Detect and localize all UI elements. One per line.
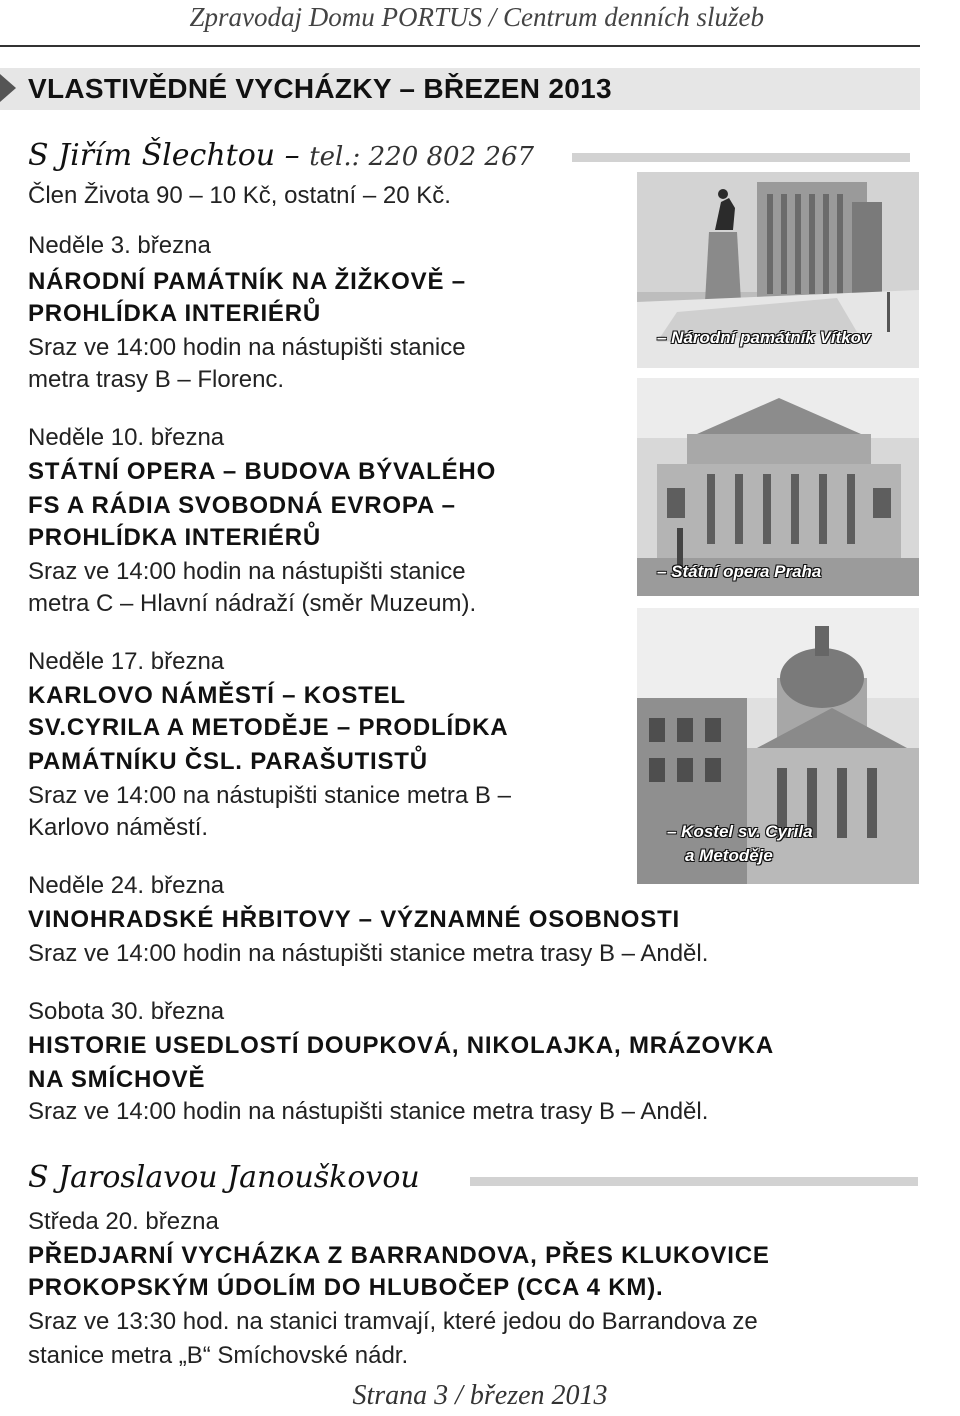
guide-rule [572,153,910,162]
event-title-line: PROKOPSKÝM ÚDOLÍM DO HLUBOČEP (CCA 4 KM). [28,1274,664,1301]
event-date: Neděle 3. března [28,232,211,259]
event-info-line: stanice metra „B“ Smíchovské nádr. [28,1342,409,1369]
event-info-line: Sraz ve 14:00 hodin na nástupišti stanice [28,558,466,585]
event-info-line: Sraz ve 14:00 hodin na nástupišti stanice metra trasy B – Anděl. [28,940,709,967]
header-divider [0,45,920,47]
event-title-line: PROHLÍDKA INTERIÉRŮ [28,524,321,551]
guide-heading-2 [28,1160,420,1195]
photo-caption: – Státní opera Praha [657,562,822,581]
event-info-line: Sraz ve 13:30 hod. na stanici tramvají, které jedou do Barrandova ze [28,1308,758,1335]
event-title-line: STÁTNÍ OPERA – BUDOVA BÝVALÉHO [28,458,497,485]
event-info-line: Sraz ve 14:00 hodin na nástupišti stanice metra trasy B – Anděl. [28,1098,709,1125]
page-title: VLASTIVĚDNÉ VYCHÁZKY – BŘEZEN 2013 [28,73,612,104]
guide-rule [470,1177,918,1186]
event-title-line: VINOHRADSKÉ HŘBITOVY – VÝZNAMNÉ OSOBNOSTI [28,906,680,933]
event-title-line: SV.CYRILA A METODĚJE – PRODLÍDKA [28,714,509,741]
event-title-line: NÁRODNÍ PAMÁTNÍK NA ŽIŽKOVĚ – [28,268,466,295]
guide-heading-1 [28,138,534,173]
event-title-line: NA SMÍCHOVĚ [28,1066,206,1093]
event-date: Neděle 10. března [28,424,225,451]
event-info-line: Sraz ve 14:00 na nástupišti stanice metra B – [28,782,511,809]
opera-photo [637,378,919,596]
event-info-line: Karlovo náměstí. [28,814,209,841]
guide-phone: tel.: 220 802 267 [309,142,535,172]
photo-caption: a Metoděje [685,846,773,865]
page-footer: Strana 3 / březen 2013 [352,1380,608,1411]
event-title-line: PROHLÍDKA INTERIÉRŮ [28,300,321,327]
event-date: Neděle 17. března [28,648,225,675]
event-title-line: FS A RÁDIA SVOBODNÁ EVROPA – [28,492,456,519]
event-info-line: Sraz ve 14:00 hodin na nástupišti stanice [28,334,466,361]
event-title-line: PŘEDJARNÍ VYCHÁZKA Z BARRANDOVA, PŘES KLUKOVICE [28,1242,770,1269]
triangle-marker-icon [0,74,16,102]
event-title-line: PAMÁTNÍKU ČSL. PARAŠUTISTŮ [28,748,428,775]
event-date: Středa 20. března [28,1208,219,1235]
event-date: Neděle 24. března [28,872,225,899]
event-info-line: metra trasy B – Florenc. [28,366,285,393]
event-info-line: metra C – Hlavní nádraží (směr Muzeum). [28,590,477,617]
guide-name: S Jiřím Šlechtou – [28,138,300,173]
newsletter-title: Zpravodaj Domu PORTUS / Centrum denních služeb [189,2,764,32]
event-title-line: KARLOVO NÁMĚSTÍ – KOSTEL [28,682,406,709]
photo-caption: – Národní památník Vítkov [657,328,871,347]
event-title-line: HISTORIE USEDLOSTÍ DOUPKOVÁ, NIKOLAJKA, MRÁZOVKA [28,1032,775,1059]
monument-photo [637,172,919,368]
event-date: Sobota 30. března [28,998,225,1025]
guide-name: S Jaroslavou Janouškovou [28,1160,420,1195]
price-info: Člen Života 90 – 10 Kč, ostatní – 20 Kč. [28,182,451,209]
photo-caption: – Kostel sv. Cyrila [667,822,813,841]
church-photo [637,608,919,884]
